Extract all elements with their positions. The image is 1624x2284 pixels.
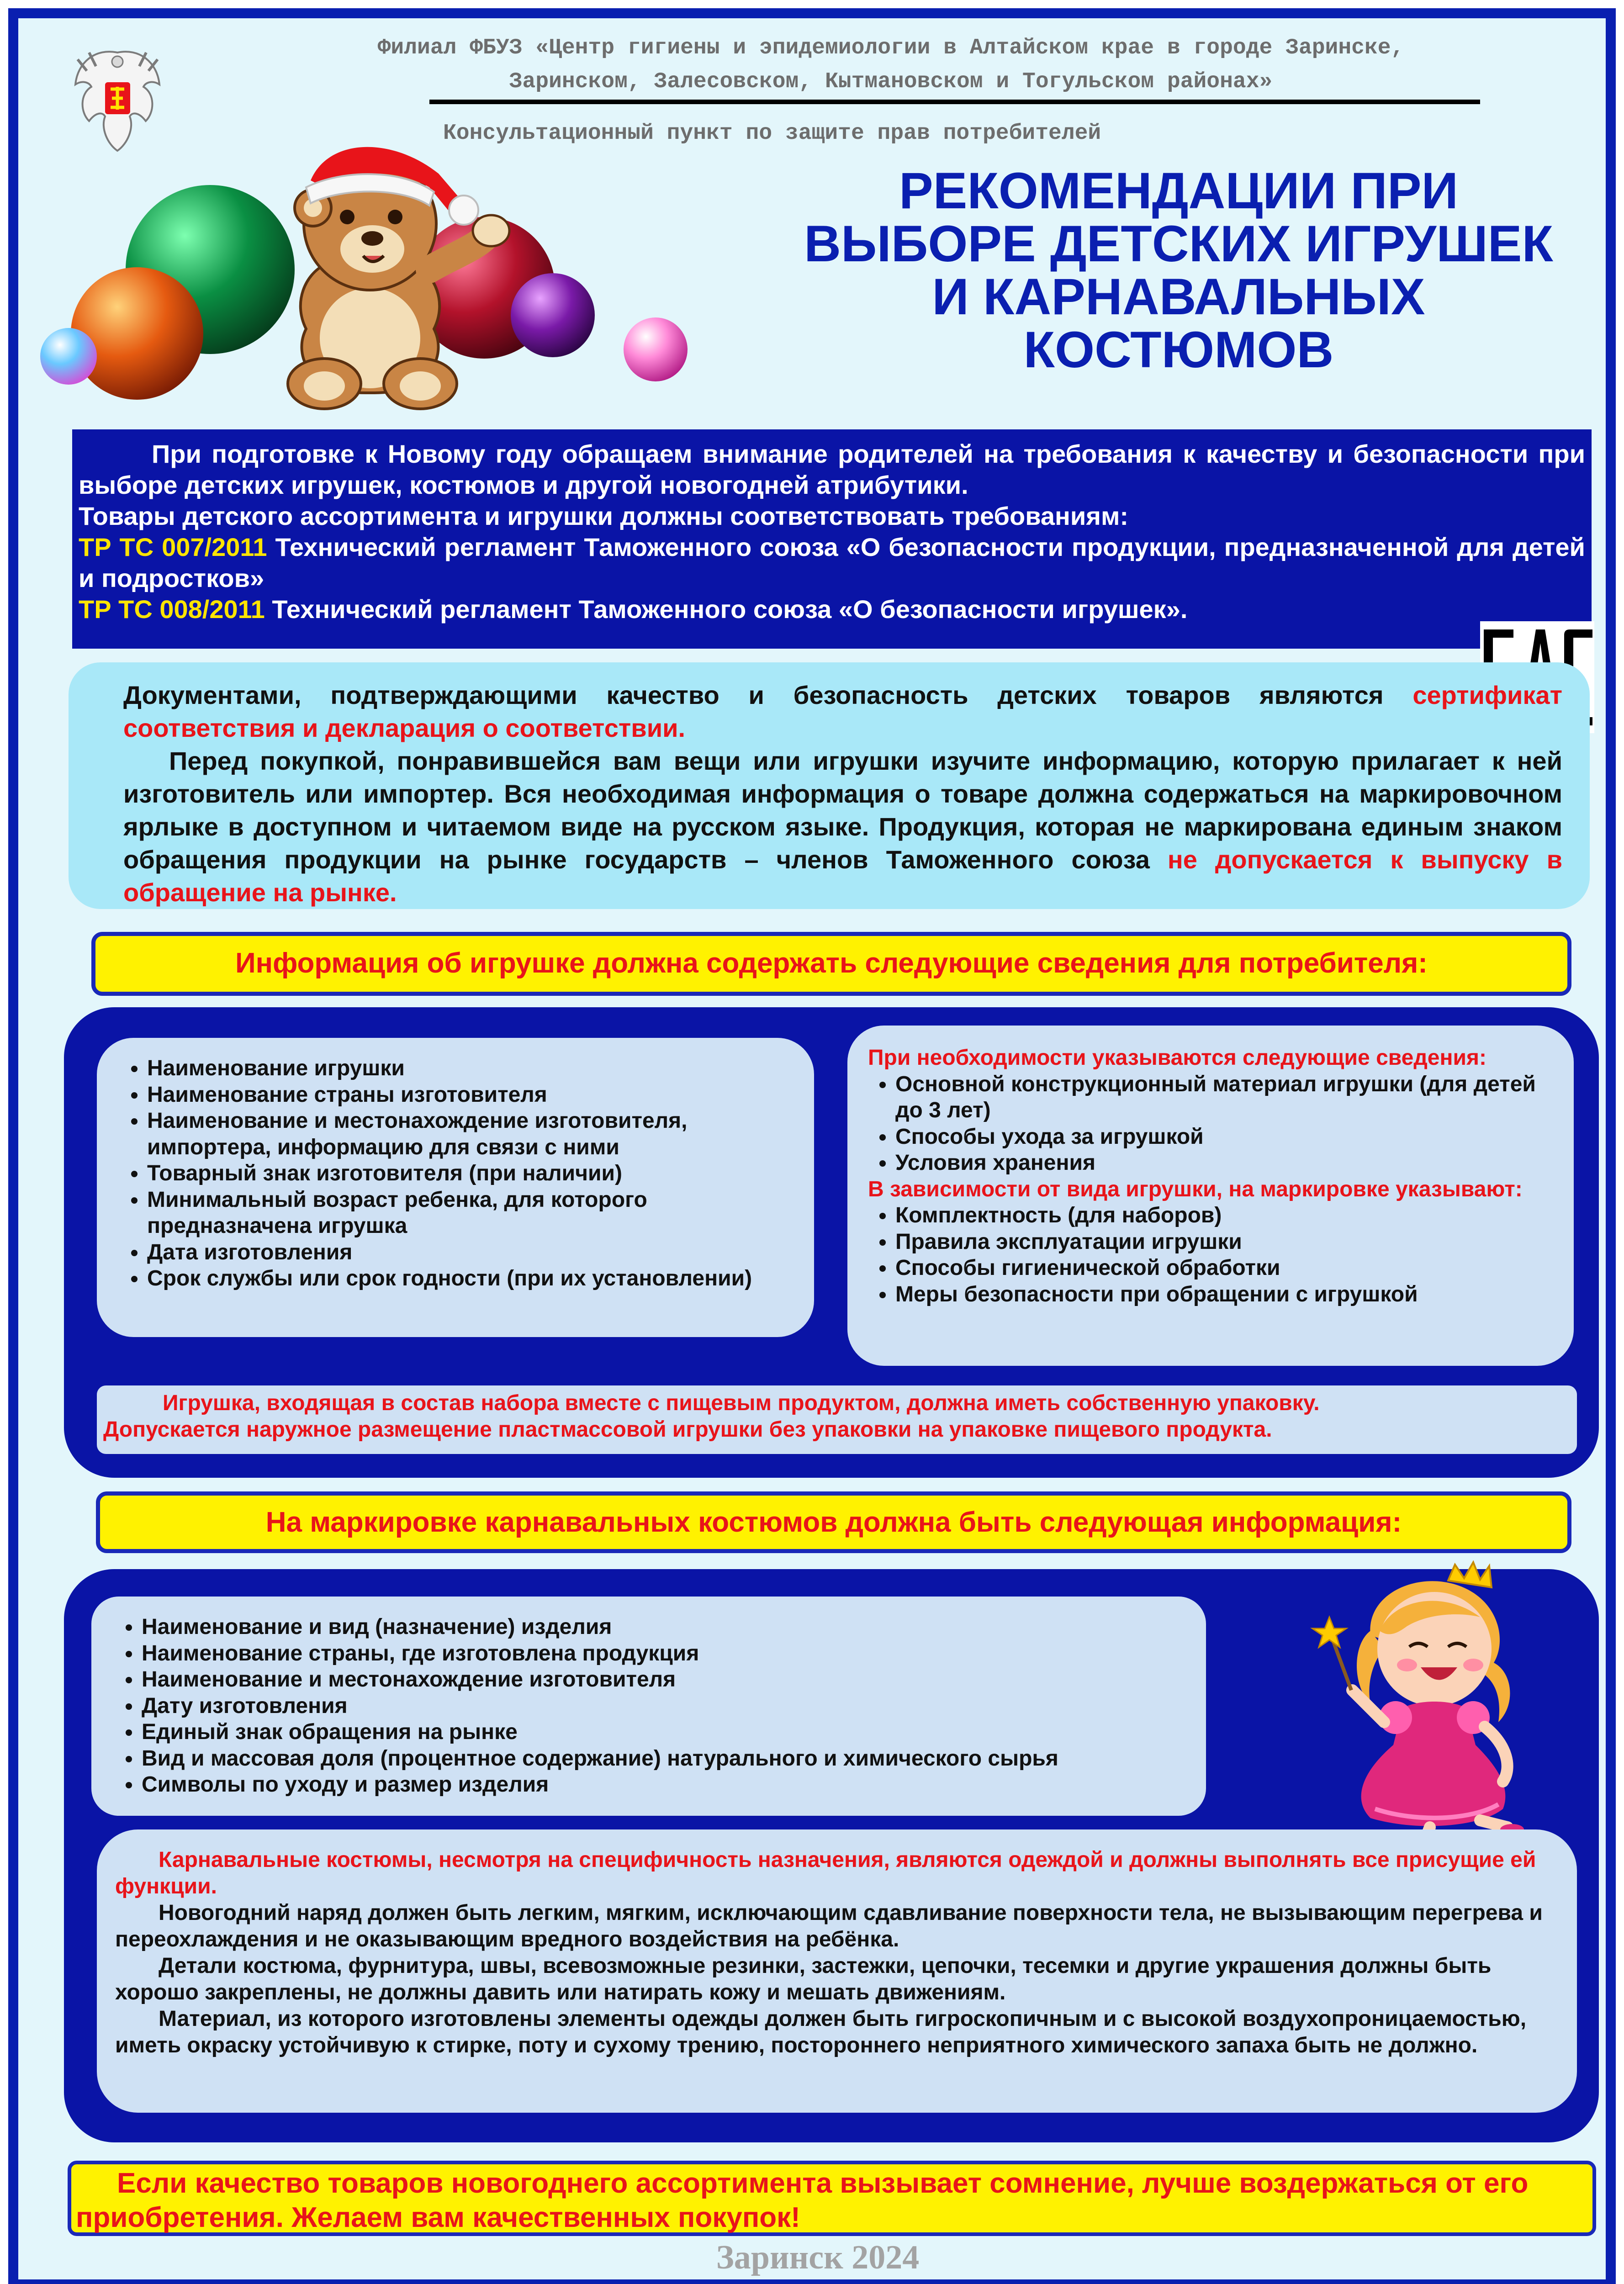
documents-block [69, 662, 1590, 909]
type-dependent-heading: В зависимости от вида игрушки, на маркировке указывают: [868, 1177, 1523, 1201]
title-line-2: ВЫБОРЕ ДЕТСКИХ ИГРУШЕК [804, 215, 1553, 272]
consult-point: Консультационный пункт по защите прав потребителей [443, 121, 1101, 146]
toy-required-list [106, 1055, 805, 1292]
purchase-red-text: не допускается к выпуску в обращение на рынке. [123, 845, 1562, 907]
intro-requirements: Товары детского ассортимента и игрушки должны соответствовать требованиям: [79, 502, 1129, 530]
org-header [274, 31, 1508, 99]
tr-008-code: ТР ТС 008/2011 [79, 595, 265, 624]
food-set-note [97, 1385, 1577, 1454]
list-item: • Наименование страны, где изготовлена продукция [142, 1640, 1197, 1667]
list-item: • Наименование и местонахождение изготовителя, импортера, информацию для связи с ними [147, 1108, 805, 1160]
title-line-1: РЕКОМЕНДАЦИИ ПРИ [899, 162, 1459, 219]
list-item: • Правила эксплуатации игрушки [895, 1229, 1565, 1255]
costume-paragraph-3: Материал, из которого изготовлены элементы одежды должен быть гигроскопичным и с высокой воздухопроницаемостью, иметь окраску устойчивую к стирке, поту и сухому трению, постороннего неприятного химического запаха быть не должно. [115, 2007, 1527, 2057]
costume-requirements-box [97, 1829, 1577, 2113]
list-item: • Минимальный возраст ребенка, для которого предназначена игрушка [147, 1187, 805, 1239]
list-item: • Меры безопасности при обращении с игрушкой [895, 1281, 1565, 1308]
note-line-2: Допускается наружное размещение пластмассовой игрушки без упаковки на упаковке пищевого продукта. [103, 1417, 1272, 1442]
list-item: • Наименование страны изготовителя [147, 1082, 805, 1108]
purchase-text: Перед покупкой, понравившейся вам вещи или игрушки изучите информацию, которую прилагает к ней изготовитель или импортер. Вся необходимая информация о товаре должна содержаться на маркировочном ярлыке в доступном и читаемом виде на русском языке. Продукция, которая не маркирована единым знаком обращения продукции на рынке государств – членов Таможенного союза [123, 746, 1562, 874]
closing-message [68, 2161, 1596, 2236]
intro-block [72, 429, 1592, 649]
toy-required-info-box [97, 1038, 814, 1337]
toy-info-banner: Информация об игрушке должна содержать следующие сведения для потребителя: [91, 932, 1571, 996]
page-title [731, 164, 1616, 376]
teddy-bear-ornaments-illustration [27, 119, 713, 411]
list-item: • Наименование и вид (назначение) изделия [142, 1614, 1197, 1640]
costume-info-banner: На маркировке карнавальных костюмов должна быть следующая информация: [96, 1491, 1571, 1553]
list-item: • Способы гигиенической обработки [895, 1255, 1565, 1281]
documents-paragraph [123, 679, 1562, 745]
costume-paragraph-2: Детали костюма, фурнитура, швы, всевозможные резинки, застежки, цепочки, тесемки и другие украшения должны быть хорошо закреплены, не должны давить или натирать кожу и мешать движениям. [115, 1954, 1492, 2004]
toy-optional-info-box [847, 1026, 1574, 1366]
note-line-1: Игрушка, входящая в состав набора вместе с пищевым продуктом, должна иметь собственную упаковку. [163, 1391, 1320, 1415]
org-line-1: Филиал ФБУЗ «Центр гигиены и эпидемиологии в Алтайском крае в городе Заринске, [377, 36, 1404, 60]
princess-girl-illustration [1297, 1553, 1535, 1855]
documents-text: Документами, подтверждающими качество и безопасность детских товаров являются [123, 681, 1413, 709]
costume-paragraph-1: Новогодний наряд должен быть легким, мягким, исключающим сдавливание поверхности тела, не вызывающим перегрева и переохлаждения и не оказывающим вредного воздействия на ребёнка. [115, 1901, 1543, 1951]
header-divider [429, 100, 1480, 104]
list-item: • Условия хранения [895, 1150, 1565, 1176]
list-item: • Способы ухода за игрушкой [895, 1124, 1565, 1150]
footer-city-year: Заринск 2024 [716, 2239, 920, 2276]
optional-list [868, 1071, 1565, 1176]
closing-text: Если качество товаров новогоднего ассортимента вызывает сомнение, лучше воздержаться от его приобретения. Желаем вам качественных покупок! [76, 2168, 1529, 2233]
list-item: • Символы по уходу и размер изделия [142, 1771, 1197, 1798]
type-dependent-list [868, 1202, 1565, 1307]
title-line-3: И КАРНАВАЛЬНЫХ [932, 268, 1425, 325]
list-item: • Единый знак обращения на рынке [142, 1719, 1197, 1745]
list-item: • Срок службы или срок годности (при их установлении) [147, 1265, 805, 1292]
optional-heading: При необходимости указываются следующие сведения: [868, 1046, 1486, 1070]
intro-paragraph: При подготовке к Новому году обращаем внимание родителей на требования к качеству и безопасности при выборе детских игрушек, костюмов и другой новогодней атрибутики. [79, 439, 1585, 499]
tr-008-item [79, 594, 1585, 625]
list-item: • Основной конструкционный материал игрушки (для детей до 3 лет) [895, 1071, 1565, 1124]
title-line-4: КОСТЮМОВ [1023, 321, 1334, 378]
tr-007-code: ТР ТС 007/2011 [79, 533, 267, 561]
costume-red-paragraph: Карнавальные костюмы, несмотря на специфичность назначения, являются одеждой и должны выполнять все присущие ей функции. [115, 1848, 1536, 1898]
tr-007-text: Технический регламент Таможенного союза «О безопасности продукции, предназначенной для детей и подростков» [79, 533, 1585, 592]
purchase-paragraph [123, 745, 1562, 909]
list-item: • Дата изготовления [147, 1239, 805, 1266]
tr-007-item [79, 532, 1585, 594]
list-item: • Вид и массовая доля (процентное содержание) натурального и химического сырья [142, 1745, 1197, 1772]
org-line-2: Заринском, Залесовском, Кытмановском и Тогульском районах» [509, 69, 1273, 94]
list-item: • Товарный знак изготовителя (при наличии) [147, 1160, 805, 1187]
poster [8, 8, 1616, 2284]
costume-label-list [101, 1614, 1197, 1798]
list-item: • Комплектность (для наборов) [895, 1202, 1565, 1229]
tr-008-text: Технический регламент Таможенного союза «О безопасности игрушек». [264, 595, 1188, 624]
list-item: • Дату изготовления [142, 1693, 1197, 1719]
list-item: • Наименование игрушки [147, 1055, 805, 1082]
list-item: • Наименование и местонахождение изготовителя [142, 1666, 1197, 1693]
documents-red-text: сертификат соответствия и декларация о соответствии. [123, 681, 1562, 742]
costume-label-box [91, 1597, 1206, 1816]
